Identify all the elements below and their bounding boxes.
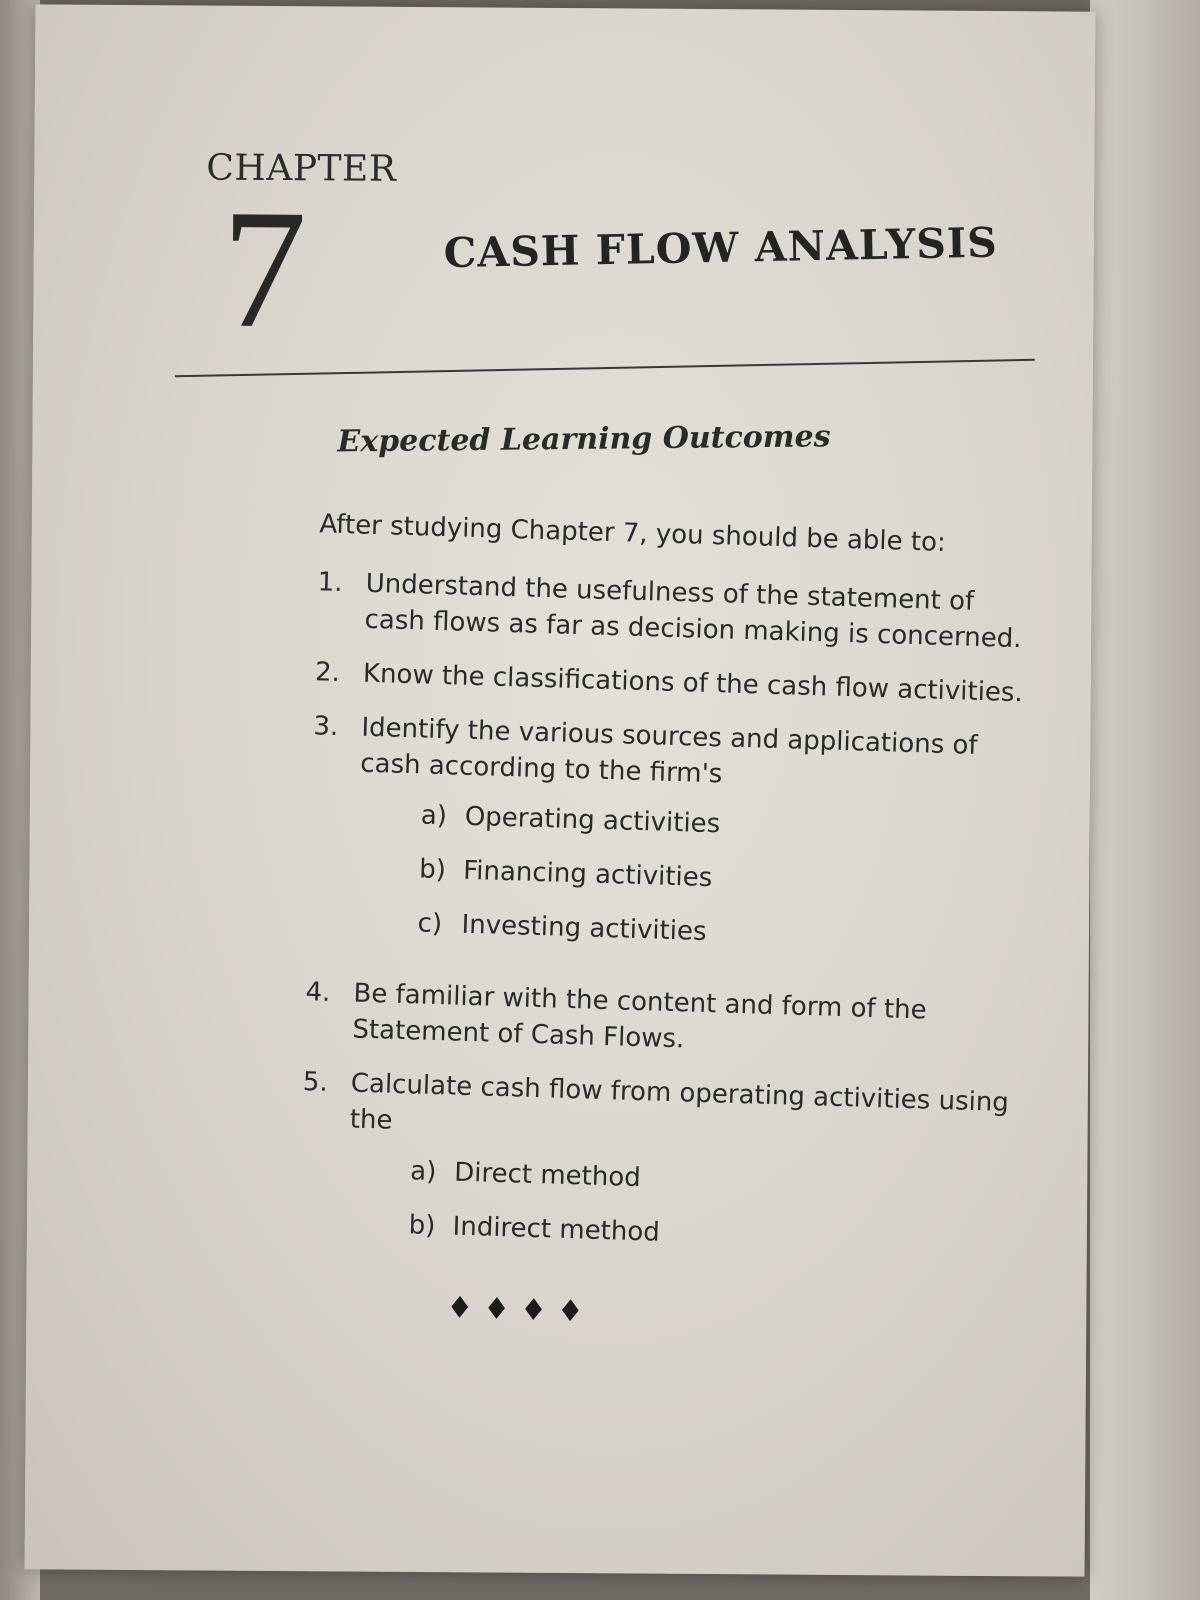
outcome-item bbox=[298, 1064, 1023, 1279]
outcome-text: Understand the usefulness of the statement of cash flows as far as decision making is concerned. bbox=[364, 568, 1022, 655]
sub-item bbox=[410, 1153, 1021, 1207]
sub-letter: b) bbox=[408, 1210, 436, 1242]
book-page bbox=[25, 4, 1096, 1576]
diamond-ornament-icon: ♦♦♦♦ bbox=[445, 1290, 595, 1330]
sub-item bbox=[408, 1207, 1019, 1261]
sub-letter: c) bbox=[417, 908, 443, 940]
outcome-number: 2. bbox=[314, 657, 341, 688]
outcome-item bbox=[316, 564, 1038, 657]
chapter-number: 7 bbox=[220, 174, 308, 364]
sub-text: Operating activities bbox=[464, 801, 721, 840]
outcome-item bbox=[315, 654, 1036, 711]
outcome-item bbox=[307, 708, 1034, 977]
sub-letter: b) bbox=[418, 854, 447, 886]
chapter-title: CASH FLOW ANALYSIS bbox=[443, 218, 999, 278]
sub-text: Investing activities bbox=[461, 909, 707, 947]
outcome-text: Calculate cash flow from operating activities using the bbox=[349, 1068, 1010, 1136]
outcome-number: 5. bbox=[302, 1067, 329, 1098]
sub-text: Financing activities bbox=[462, 855, 713, 894]
sub-letter: a) bbox=[420, 800, 448, 832]
sub-item bbox=[420, 797, 1031, 851]
sub-list bbox=[417, 797, 1031, 959]
outcome-text: Identify the various sources and applications of cash according to the firm's bbox=[359, 712, 979, 790]
outcome-number: 1. bbox=[317, 567, 343, 599]
outcome-text: Know the classifications of the cash flow activities. bbox=[362, 658, 1024, 709]
sub-text: Direct method bbox=[453, 1157, 642, 1194]
outcome-item bbox=[304, 974, 1026, 1067]
sub-letter: a) bbox=[409, 1156, 437, 1188]
outcome-text: Be familiar with the content and form of the Statement of Cash Flows. bbox=[352, 978, 928, 1055]
sub-item bbox=[419, 851, 1030, 905]
sub-item bbox=[417, 905, 1028, 959]
book-right-edge bbox=[1090, 0, 1200, 1600]
outcome-number: 3. bbox=[313, 711, 339, 742]
outcomes-content bbox=[296, 506, 1040, 1343]
chapter-label: CHAPTER bbox=[206, 147, 397, 190]
outcome-number: 4. bbox=[305, 977, 331, 1008]
intro-text: After studying Chapter 7, you should be able to: bbox=[318, 509, 947, 558]
sub-text: Indirect method bbox=[452, 1211, 661, 1248]
sub-list bbox=[408, 1153, 1020, 1261]
section-heading: Expected Learning Outcomes bbox=[337, 419, 831, 460]
